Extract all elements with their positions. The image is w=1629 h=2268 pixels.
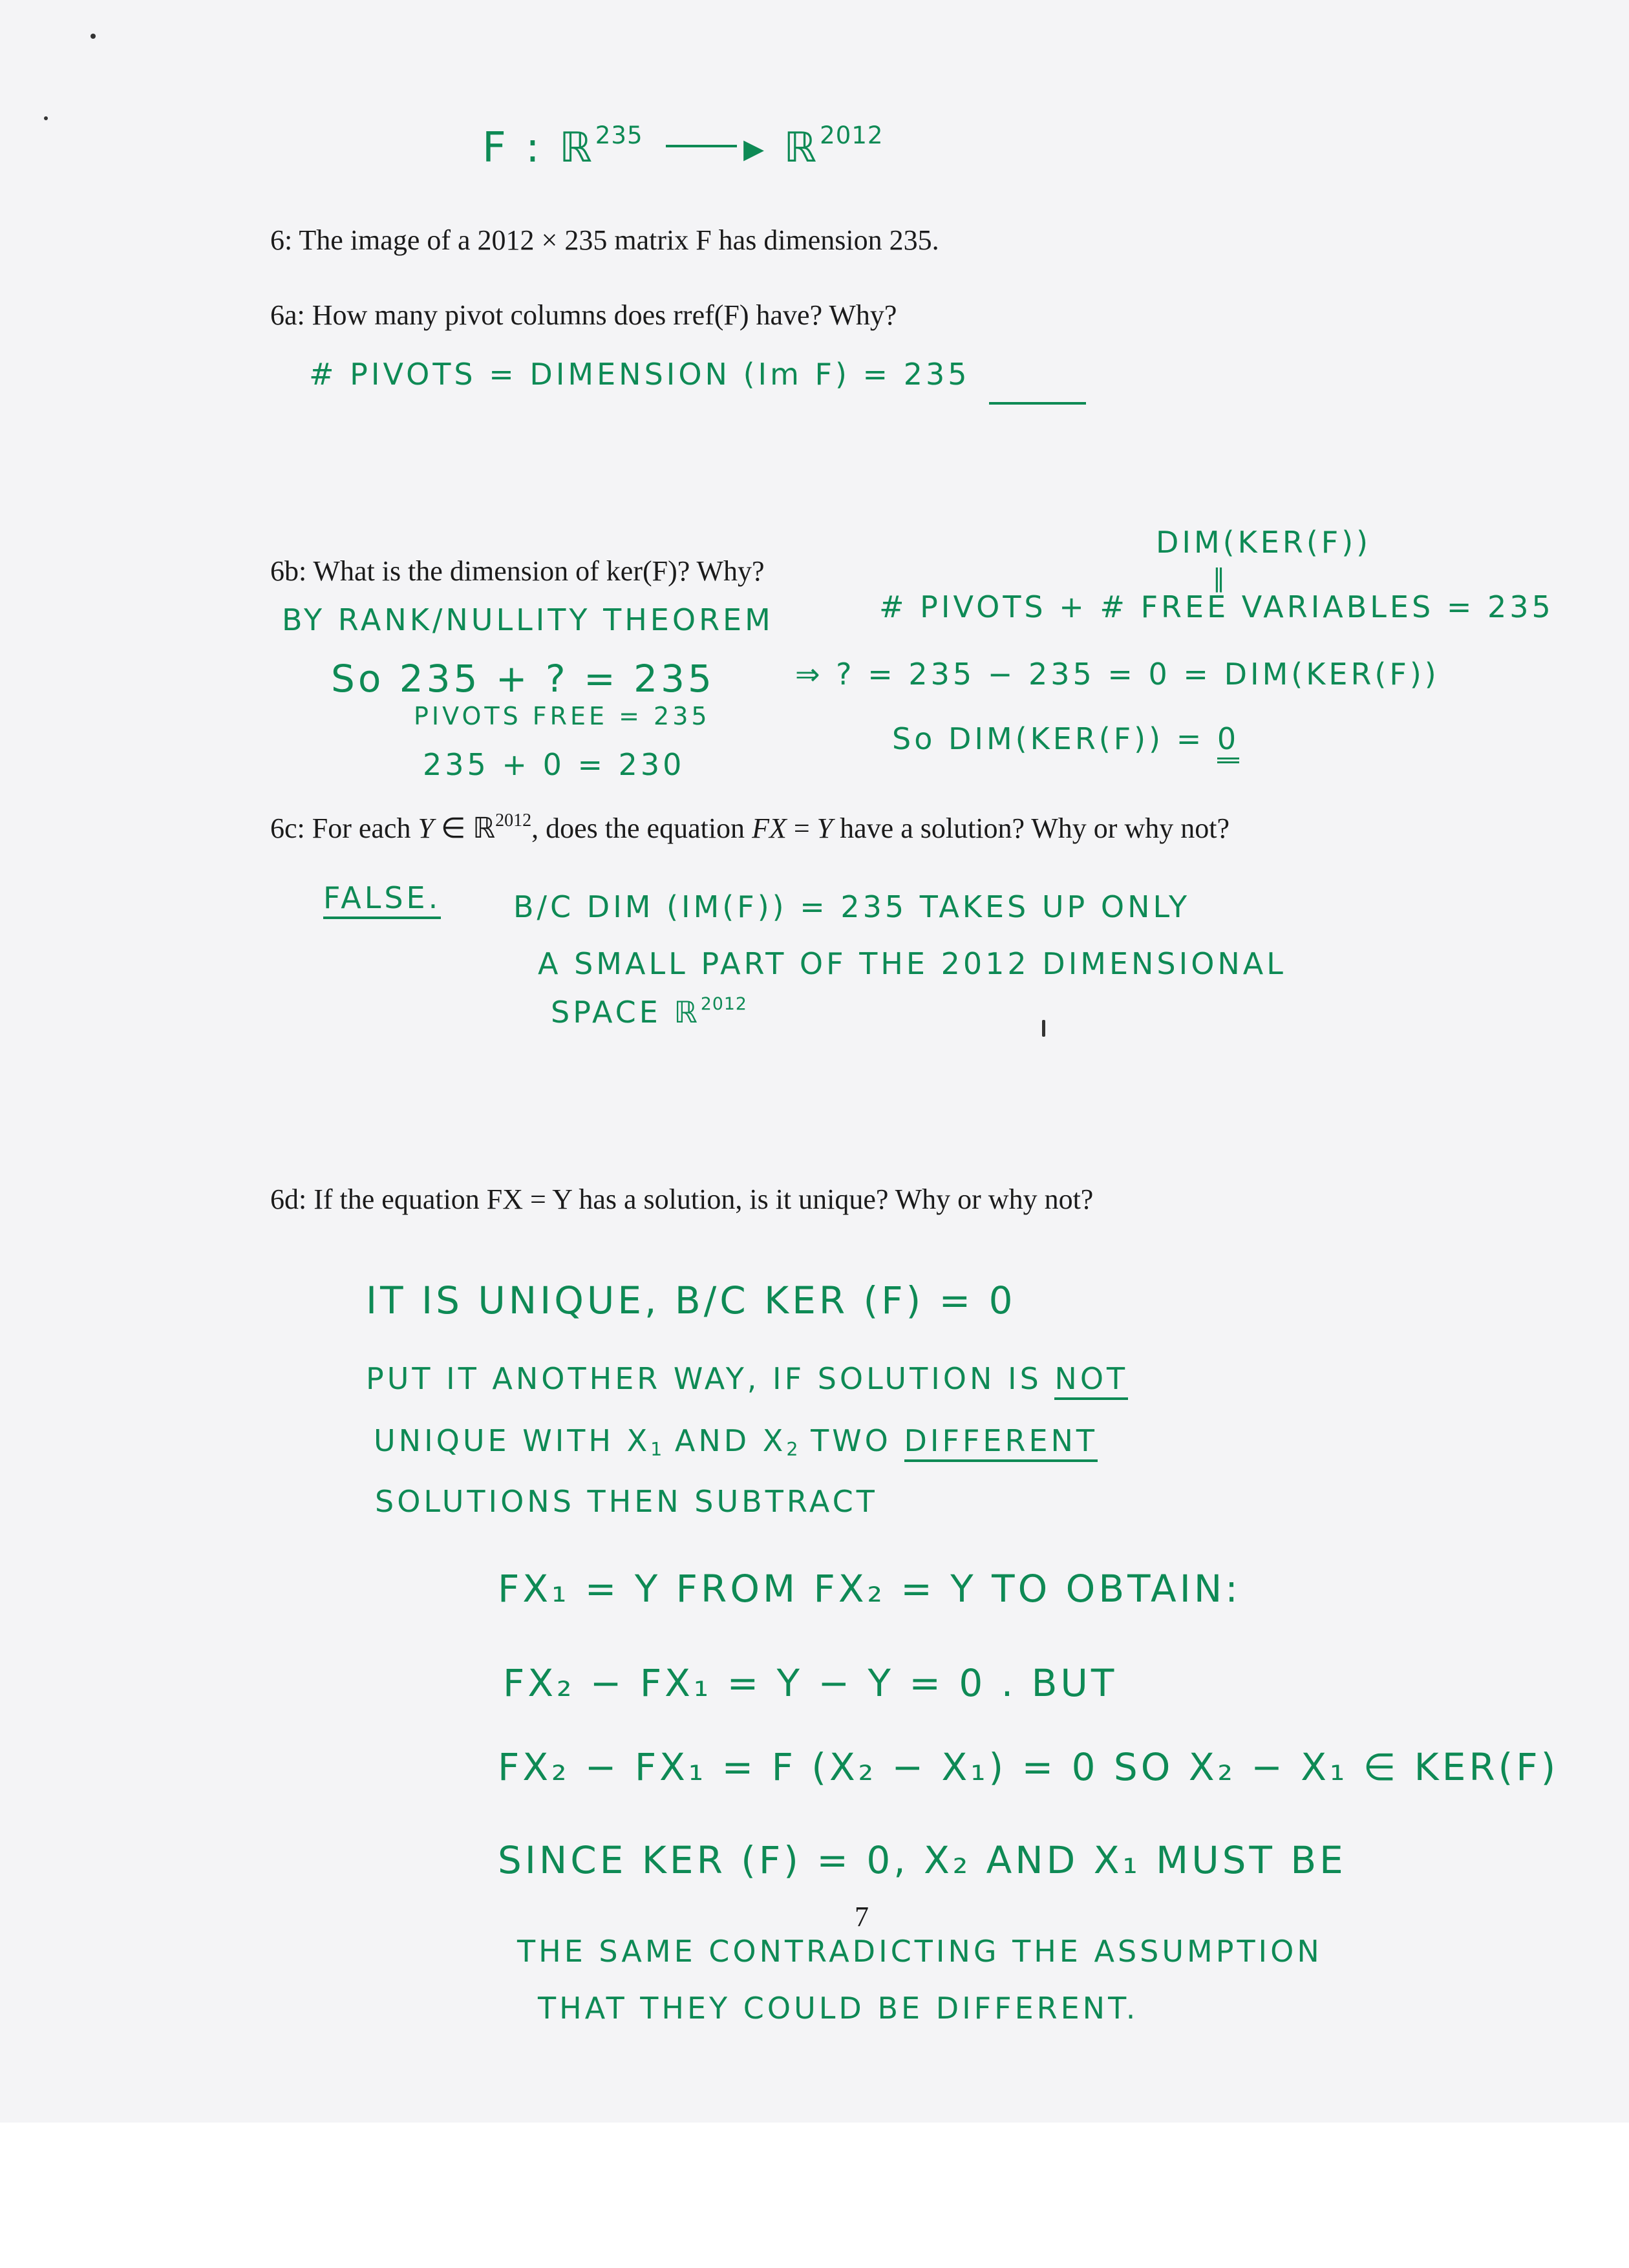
answer-6b-line2-right: ⇒ ? = 235 − 235 = 0 = DIM(KER(F)) [795,657,1440,692]
answer-6d-line3: UNIQUE WITH $X_1$ AND $X_2$ TWO DIFFERENT [374,1423,1098,1460]
mapping-line: F : ℝ$^{235}$ ▸ ℝ$^{2012}$ [482,122,884,172]
answer-6d-line5: FX₁ = Y FROM FX₂ = Y TO OBTAIN: [498,1567,1241,1611]
question-6b: 6b: What is the dimension of ker(F)? Why? [270,555,765,587]
answer-6c-line2: A SMALL PART OF THE 2012 DIMENSIONAL [538,946,1286,981]
note-equals-mark: ‖ [1213,564,1228,592]
answer-6b-line3: PIVOTS FREE = 235 [414,702,710,730]
question-6d: 6d: If the equation FX = Y has a solution, is it unique? Why or why not? [270,1183,1094,1215]
answer-6d-line2: PUT IT ANOTHER WAY, IF SOLUTION IS NOT [366,1361,1128,1396]
answer-6d-line8: SINCE KER (F) = 0, X₂ AND X₁ MUST BE [498,1838,1347,1882]
answer-6d-line6: FX₂ − FX₁ = Y − Y = 0 . BUT [503,1661,1118,1705]
answer-6b-line4-right: So DIM(KER(F)) = 0 [892,721,1239,756]
page-number: 7 [855,1901,869,1933]
scan-speck [1042,1020,1045,1037]
question-6a: 6a: How many pivot columns does rref(F) have? Why? [270,299,897,331]
answer-6b-line2-left: So 235 + ? = 235 [331,657,715,701]
scan-margin [0,2123,1629,2268]
answer-6d-line1: IT IS UNIQUE, B/C KER (F) = 0 [366,1278,1016,1322]
answer-6c-line1: B/C DIM (IM(F)) = 235 TAKES UP ONLY [513,889,1191,924]
answer-6b-line1-right: # PIVOTS + # FREE VARIABLES = 235 [879,589,1554,624]
question-6: 6: The image of a 2012 × 235 matrix F has dimension 235. [270,224,939,256]
answer-6d-line9: THE SAME CONTRADICTING THE ASSUMPTION [517,1934,1323,1969]
answer-6c-false: FALSE. [323,880,441,915]
scan-speck [44,116,48,120]
note-dim-ker: DIM(KER(F)) [1156,525,1372,560]
answer-6d-line7: FX₂ − FX₁ = F (X₂ − X₁) = 0 SO X₂ − X₁ ∈ KER(F) [498,1745,1559,1789]
answer-6a-underline [989,402,1086,405]
answer-6b-line1-left: BY RANK/NULLITY THEOREM [282,602,774,637]
answer-6d-line10: THAT THEY COULD BE DIFFERENT. [538,1991,1139,2026]
answer-6d-line4: SOLUTIONS THEN SUBTRACT [375,1484,878,1519]
answer-6a: # PIVOTS = DIMENSION (Im F) = 235 [309,357,970,392]
answer-6c-line3: SPACE ℝ$^{2012}$ [551,994,747,1030]
scan-speck [90,34,96,39]
question-6c: 6c: For each Y ∈ ℝ$^{2012}$, does the equation FX = Y have a solution? Why or why not? [270,811,1230,844]
answer-6b-line4-left: 235 + 0 = 230 [423,747,685,782]
